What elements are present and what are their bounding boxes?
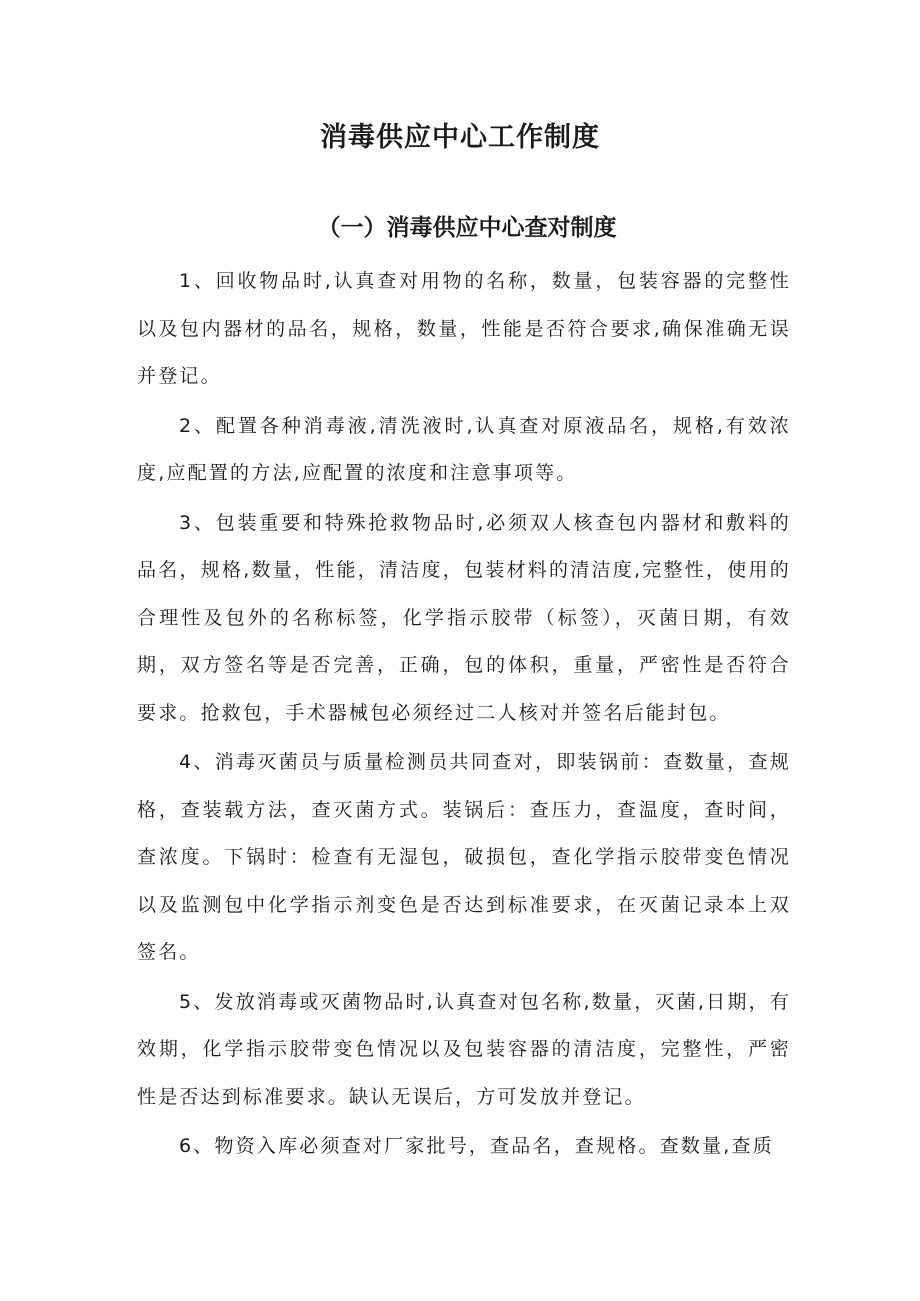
paragraph-1: 1、回收物品时,认真查对用物的名称，数量，包装容器的完整性以及包内器材的品名，规格，数量，性能是否符合要求,确保准确无误并登记。 [137, 270, 791, 387]
paragraph-6: 6、物资入库必须查对厂家批号，查品名，查规格。查数量,查质 [179, 1135, 774, 1157]
section-title: （一）消毒供应中心查对制度 [317, 215, 617, 241]
paragraph-2: 2、配置各种消毒液,清洗液时,认真查对原液品名，规格,有效浓度,应配置的方法,应配置的浓度和注意事项等。 [137, 414, 791, 484]
document-body [137, 258, 791, 1173]
paragraph-5: 5、发放消毒或灭菌物品时,认真查对包名称,数量，灭菌,日期，有效期，化学指示胶带变色情况以及包装容器的清洁度，完整性，严密性是否达到标准要求。缺认无误后，方可发放并登记。 [137, 990, 791, 1108]
paragraph-4: 4、消毒灭菌员与质量检测员共同查对，即装锅前：查数量，查规格，查装载方法，查灭菌方式。装锅后：查压力，查温度，查时间，查浓度。下锅时：检查有无湿包，破损包，查化学指示胶带变色情况以及监测包中化学指示剂变色是否达到标准要求，在灭菌记录本上双签名。 [137, 751, 791, 963]
paragraph-3: 3、包装重要和特殊抢救物品时,必须双人核查包内器材和敷料的品名，规格,数量，性能，清洁度，包装材料的清洁度,完整性，使用的合理性及包外的名称标签，化学指示胶带（标签），灭菌日期，有效期，双方签名等是否完善，正确，包的体积，重量，严密性是否符合要求。抢救包，手术器械包必须经过二人核对并签名后能封包。 [137, 511, 791, 724]
document-title: 消毒供应中心工作制度 [320, 122, 600, 153]
